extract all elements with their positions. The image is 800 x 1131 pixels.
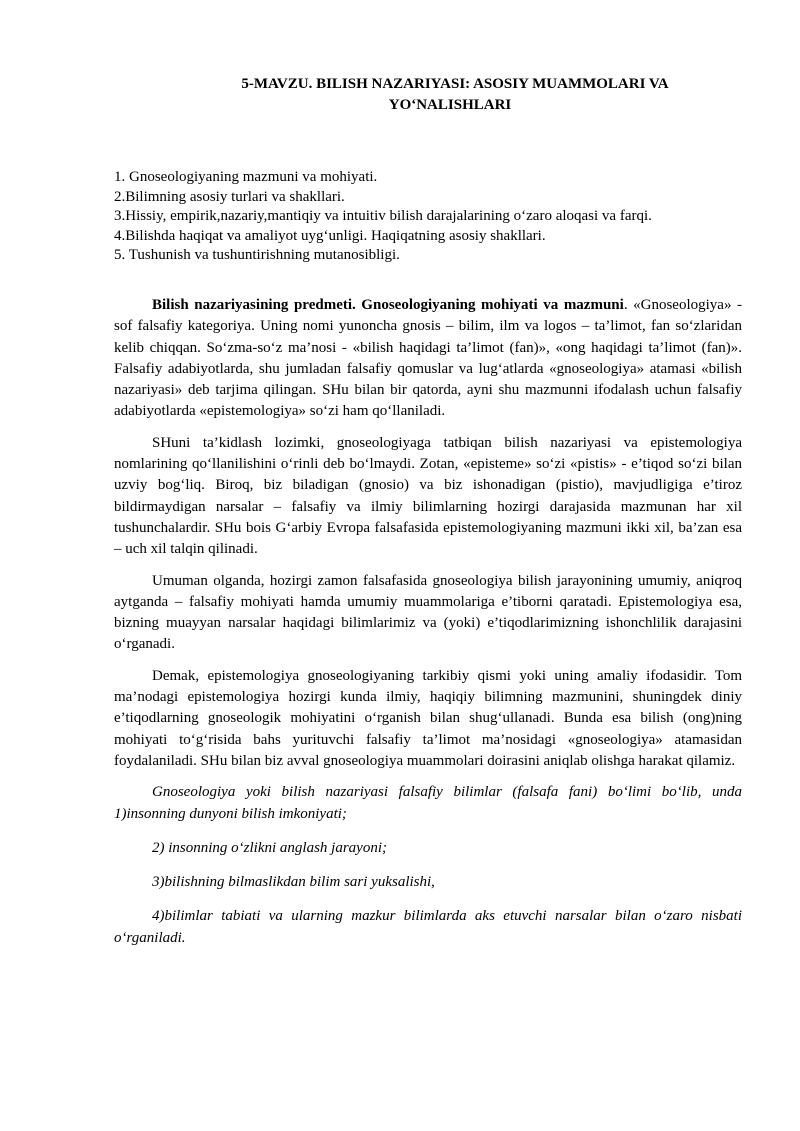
plan-item: 5. Tushunish va tushuntirishning mutanosibligi. bbox=[114, 247, 400, 263]
plan-item: 3.Hissiy, empirik,nazariy,mantiqiy va intuitiv bilish darajalarining o‘zaro aloqasi va farqi. bbox=[114, 208, 652, 224]
paragraph-definition-italic: Gnoseologiya yoki bilish nazariyasi falsafiy bilimlar (falsafa fani) bo‘limi bo‘lib, unda 1)insonning dunyoni bilish imkoniyati; bbox=[114, 784, 742, 822]
plan-item: 1. Gnoseologiyaning mazmuni va mohiyati. bbox=[114, 169, 378, 185]
paragraph-item-2: 2) insonning o‘zlikni anglash jarayoni; bbox=[152, 839, 387, 856]
paragraph-item-3: 3)bilishning bilmaslikdan bilim sari yuksalishi, bbox=[152, 874, 435, 891]
document-body bbox=[114, 295, 742, 959]
title-line-1: 5-MAVZU. BILISH NAZARIYASI: ASOSIY MUAMMOLARI VA bbox=[241, 76, 669, 92]
plan-item: 2.Bilimning asosiy turlari va shakllari. bbox=[114, 188, 345, 205]
paragraph-subject bbox=[114, 295, 742, 423]
plan-item: 4.Bilishda haqiqat va amaliyot uyg‘unligi. Haqiqatning asosiy shakllari. bbox=[114, 227, 546, 244]
page-title bbox=[150, 74, 750, 116]
paragraph-text: . «Gnoseologiya» - sof falsafiy kategoriya. Uning nomi yunoncha gnosis – bilim, ilm va logos – ta’limot, fan so‘zlaridan kelib chiqqan. So‘zma-so‘z ma’nosi - «bilish haqidagi ta’limot (fan)», «ong haqidagi ta’limot (fan)». Falsafiy adabiyotlarda, shu jumladan falsafiy qomuslar va lug‘atlarda «gnoseologiya» atamasi «bilish nazariyasi» deb tarjima qilingan. SHu bilan bir qatorda, ayni shu mazmunni ifodalash uchun falsafiy adabiyotlarda «epistemologiya» so‘zi ham qo‘llaniladi. bbox=[114, 297, 742, 420]
paragraph-item-4: 4)bilimlar tabiati va ularning mazkur bilimlarda aks etuvchi narsalar bilan o‘zaro nisbati o‘rganiladi. bbox=[114, 908, 742, 946]
title-line-2: YO‘NALISHLARI bbox=[388, 97, 512, 113]
topic-plan-list bbox=[114, 168, 754, 266]
paragraph-lead-heading: Bilish nazariyasining predmeti. Gnoseologiyaning mohiyati va mazmuni bbox=[152, 297, 624, 313]
paragraph-conclusion: Demak, epistemologiya gnoseologiyaning tarkibiy qismi yoki uning amaliy ifodasidir. Tom ma’nodagi epistemologiya hozirgi kunda ilmiy, haqiqiy bilimning mazmunini, shuningdek diniy e’tiqodlarning gnoseologik mohiyatini o‘rganish bilan shug‘ullanadi. Bunda esa bilish (ong)ning mohiyati to‘g‘risida bahs yurituvchi falsafiy ta’limot ma’nosidagi «gnoseologiya» atamasidan foydalaniladi. SHu bilan biz avval gnoseologiya muammolari doirasini aniqlab olishga harakat qilamiz. bbox=[114, 667, 742, 769]
paragraph-modern-philosophy: Umuman olganda, hozirgi zamon falsafasida gnoseologiya bilish jarayonining umumiy, aniqroq aytganda – falsafiy mohiyati hamda umumiy muammolariga e’tiborni qaratadi. Epistemologiya esa, bizning muayyan narsalar haqidagi bilimlarimiz va (yoki) e’tiqodlarimizning ishonchlilik darajasini o‘rganadi. bbox=[114, 572, 742, 653]
paragraph-epistemology-usage: SHuni ta’kidlash lozimki, gnoseologiyaga tatbiqan bilish nazariyasi va epistemologiya nomlarining qo‘llanilishini o‘rinli deb bo‘lmaydi. Zotan, «episteme» so‘zi «pistis» - e’tiqod so‘zi bilan uzviy bog‘liq. Biroq, biz biladigan (gnosio) va biz ishonadigan (pistio), mavjudligiga e’tiroz bildirmaydigan narsalar – falsafiy va ilmiy bilimlarning hozirgi darajasida mazmunan har xil tushunchalardir. SHu bois G‘arbiy Evropa falsafasida epistemologiyaning mazmuni ikki xil, ba’zan esa – uch xil talqin qilinadi. bbox=[114, 434, 742, 558]
